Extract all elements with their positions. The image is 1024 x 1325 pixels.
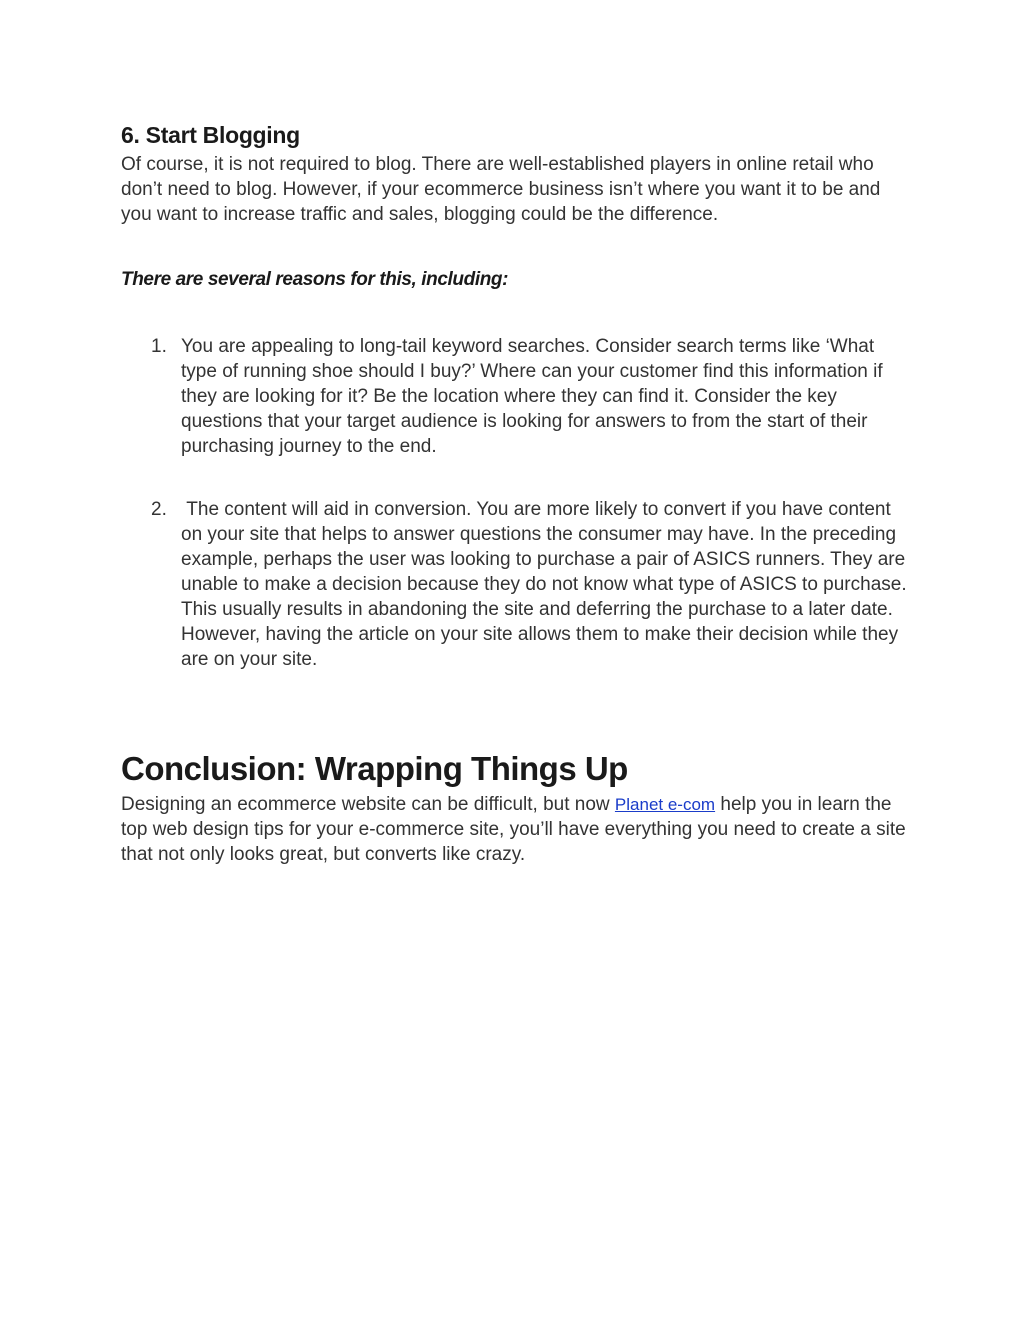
list-item (121, 334, 911, 459)
reasons-lead-in: There are several reasons for this, including: (121, 269, 509, 290)
document-page (121, 120, 911, 867)
planet-ecom-link[interactable]: Planet e-com (614, 795, 716, 814)
section-heading: 6. Start Blogging (121, 122, 300, 148)
conclusion-text-start: Designing an ecommerce website can be difficult, but now (121, 794, 615, 815)
conclusion-heading: Conclusion: Wrapping Things Up (121, 750, 628, 787)
list-item-text: You are appealing to long-tail keyword searches. Consider search terms like ‘What type of running shoe should I buy?’ Where can your customer find this information if they are looking for it? Be the location where they can find it. Consider the key questions that your target audience is looking for answers to from the start of their purchasing journey to the end. (181, 336, 883, 457)
conclusion-text-end: help you in learn the top web design tips for your e-commerce site, you’ll have everything you need to create a site that not only looks great, but converts like crazy. (121, 794, 906, 865)
conclusion-paragraph (121, 792, 911, 867)
section-intro: Of course, it is not required to blog. There are well-established players in online retail who don’t need to blog. However, if your ecommerce business isn’t where you want it to be and you want to increase traffic and sales, blogging could be the difference. (121, 154, 881, 225)
list-item (121, 497, 911, 672)
list-item-text: The content will aid in conversion. You are more likely to convert if you have content on your site that helps to answer questions the consumer may have. In the preceding example, perhaps the user was looking to purchase a pair of ASICS runners. They are unable to make a decision because they do not know what type of ASICS to purchase. This usually results in abandoning the site and deferring the purchase to a later date. However, having the article on your site allows them to make their decision while they are on your site. (181, 499, 912, 670)
reasons-list (121, 334, 911, 672)
list-item-number: 1. (151, 336, 167, 357)
list-item-number: 2. (151, 499, 167, 520)
